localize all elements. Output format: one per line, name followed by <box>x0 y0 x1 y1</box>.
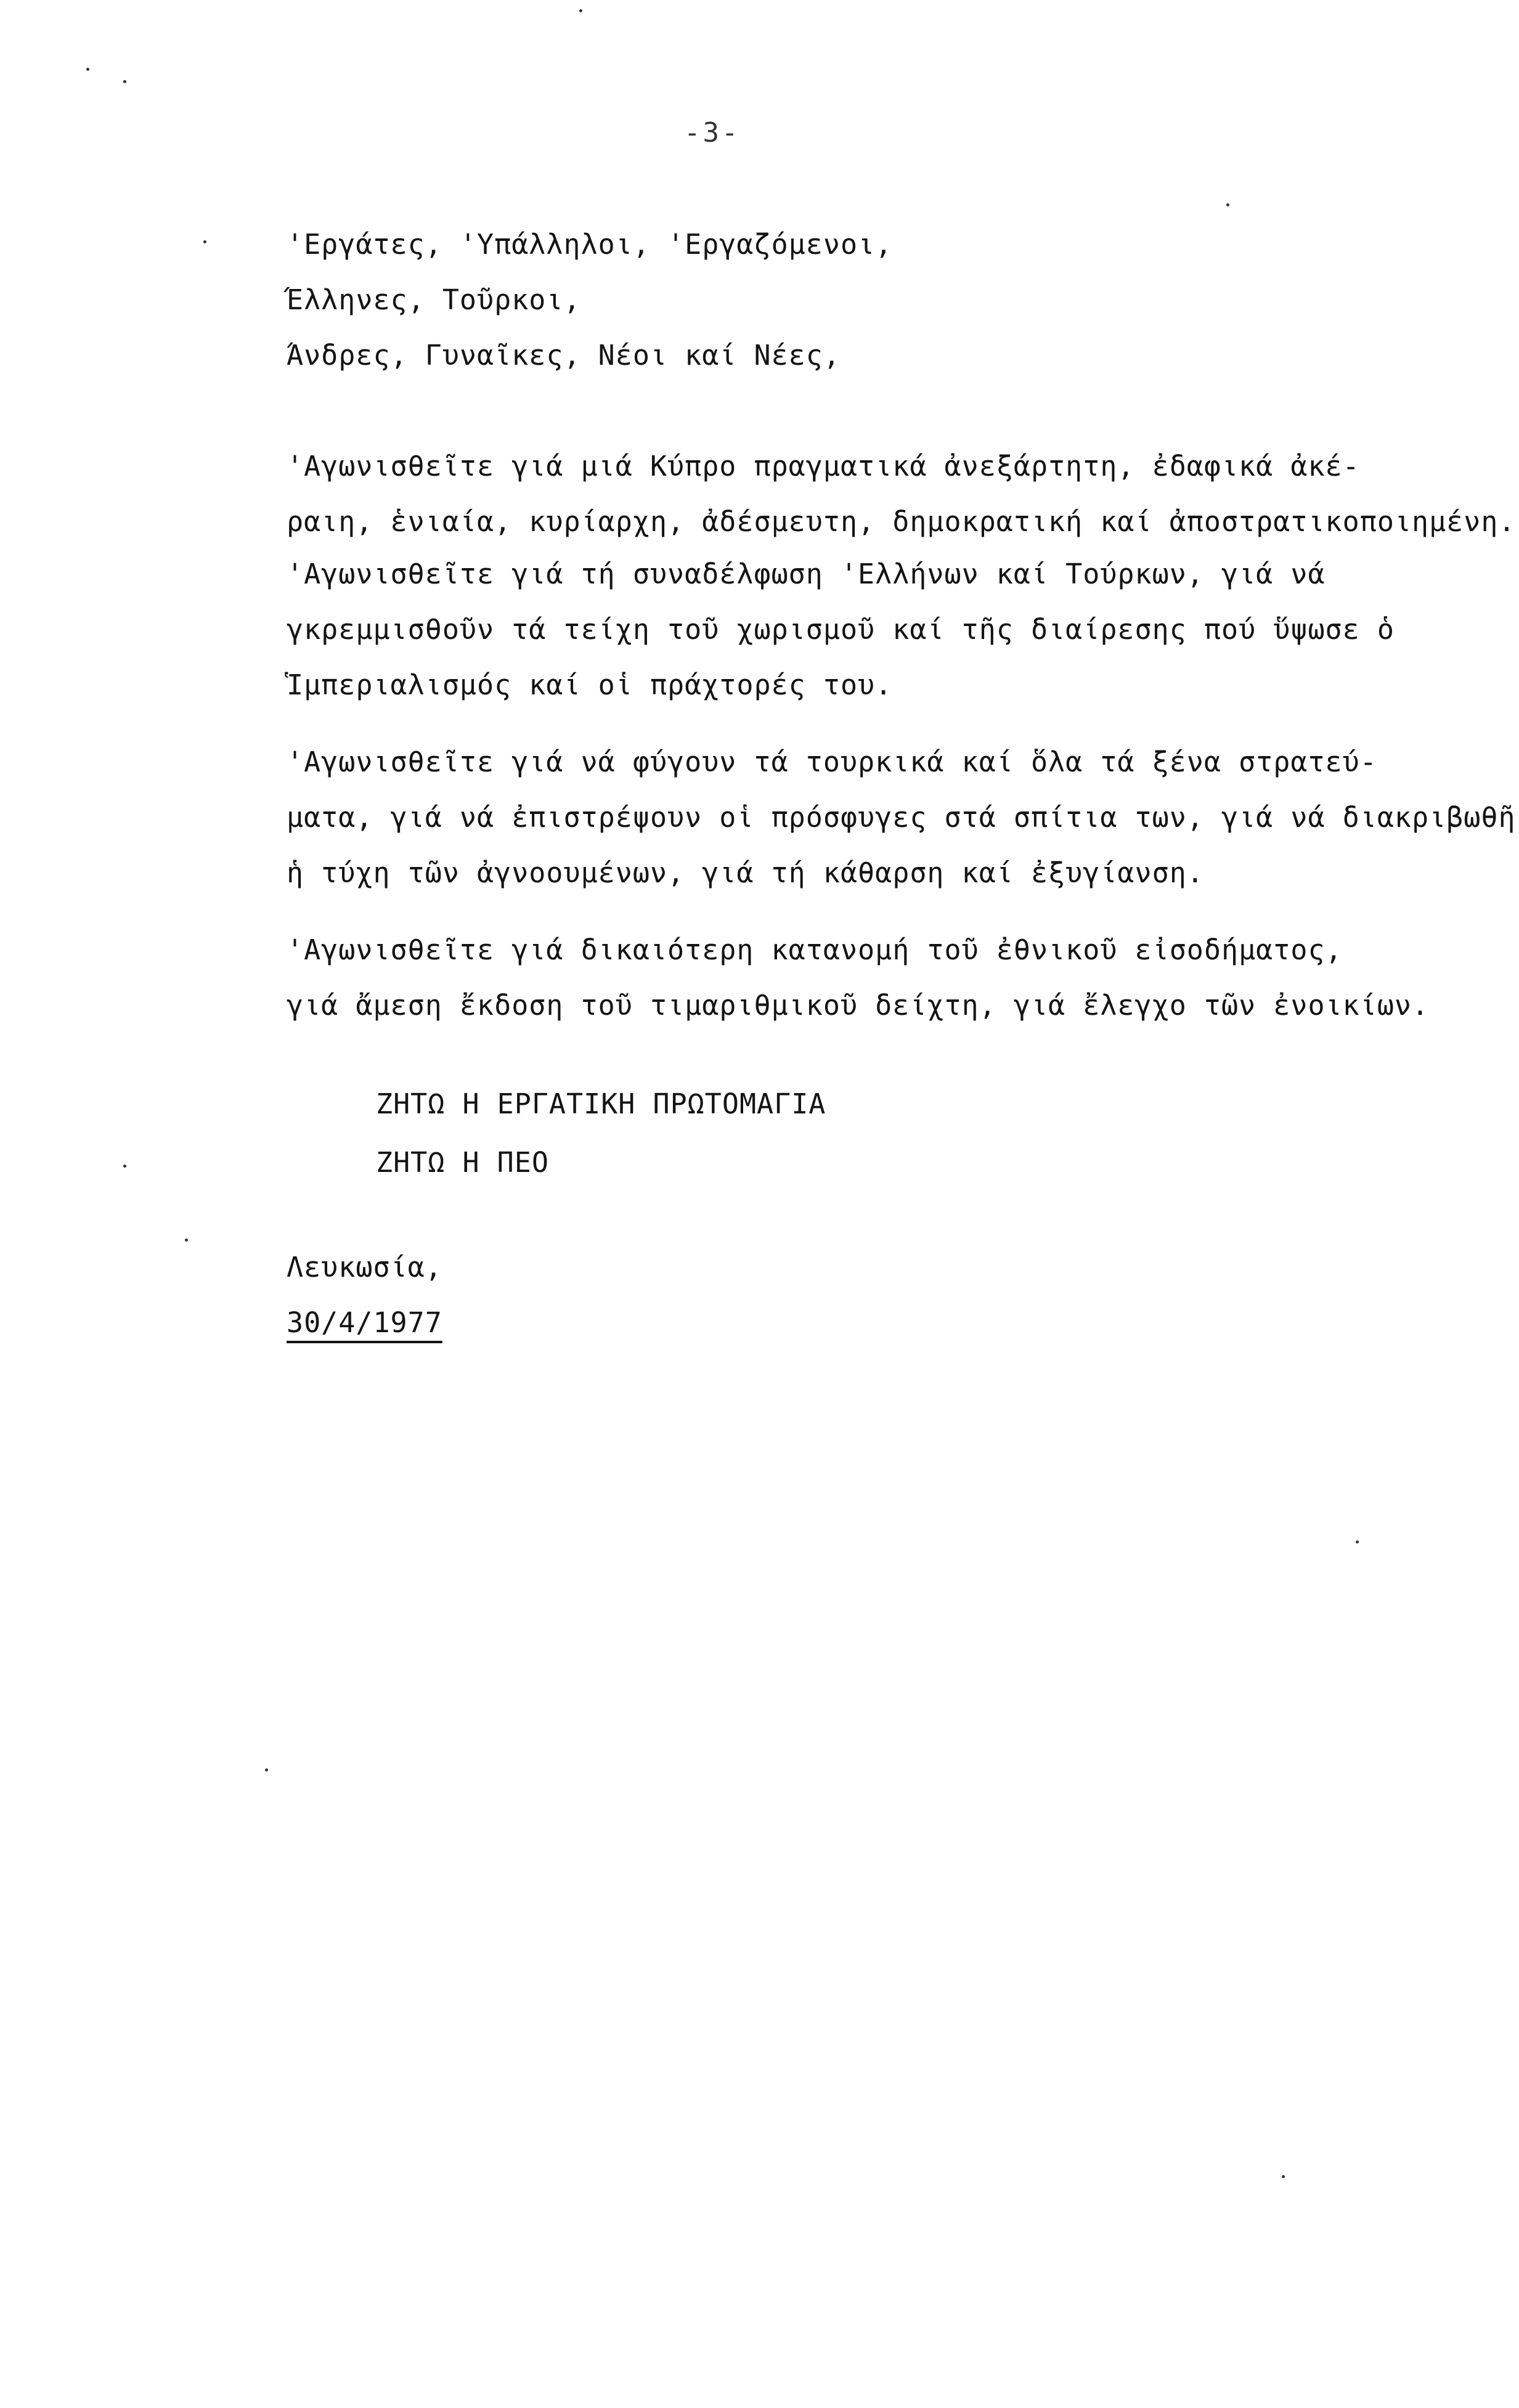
paragraph-1-line: 'Αγωνισθεῖτε γιά μιά Κύπρο πραγματικά ἀνεξάρτητη, ἐδαφικά ἀκέ- <box>287 450 1360 482</box>
paragraph-1-line: Ἱμπεριαλισμός καί οἱ πράχτορές του. <box>287 669 893 701</box>
slogan: ΖΗΤΩ Η ΠΕΟ <box>376 1146 549 1179</box>
scan-speck <box>579 9 582 12</box>
date: 30/4/1977 <box>287 1306 442 1339</box>
paragraph-1-line: γκρεμμισθοῦν τά τείχη τοῦ χωρισμοῦ καί τῆς διαίρεσης πού ὕψωσε ὁ <box>287 613 1395 646</box>
scan-speck <box>203 240 206 243</box>
scan-speck <box>1356 1540 1359 1544</box>
scan-speck <box>123 80 126 83</box>
paragraph-1-line: ραιη, ἑνιαία, κυρίαρχη, ἀδέσμευτη, δημοκρατική καί ἀποστρατικοποιημένη. <box>287 505 1516 538</box>
paragraph-2-line: 'Αγωνισθεῖτε γιά νά φύγουν τά τουρκικά καί ὅλα τά ξένα στρατεύ- <box>287 746 1377 778</box>
scan-speck <box>123 1165 126 1168</box>
scan-speck <box>1282 2175 1285 2178</box>
slogan: ΖΗΤΩ Η ΕΡΓΑΤΙΚΗ ΠΡΩΤΟΜΑΓΙΑ <box>376 1088 826 1120</box>
paragraph-1-line: 'Αγωνισθεῖτε γιά τή συναδέλφωση 'Ελλήνων καί Τούρκων, γιά νά <box>287 558 1326 590</box>
paragraph-3-line: 'Αγωνισθεῖτε γιά δικαιότερη κατανομή τοῦ ἐθνικοῦ εἰσοδήματος, <box>287 934 1343 966</box>
paragraph-2-line: ματα, γιά νά ἐπιστρέψουν οἱ πρόσφυγες στά σπίτια των, γιά νά διακριβωθῆ <box>287 801 1516 834</box>
scan-speck <box>86 68 89 71</box>
page-number: -3- <box>684 117 741 148</box>
scan-speck <box>265 1768 268 1771</box>
address-line: 'Εργάτες, 'Υπάλληλοι, 'Εργαζόμενοι, <box>287 228 893 261</box>
paragraph-3-line: γιά ἄμεση ἔκδοση τοῦ τιμαριθμικοῦ δείχτη, γιά ἔλεγχο τῶν ἐνοικίων. <box>287 989 1430 1022</box>
address-line: Άνδρες, Γυναῖκες, Νέοι καί Νέες, <box>287 339 841 372</box>
address-line: Έλληνες, Τοῦρκοι, <box>287 283 581 316</box>
scan-speck <box>185 1239 188 1242</box>
place: Λευκωσία, <box>287 1251 442 1283</box>
scan-speck <box>1226 203 1229 206</box>
paragraph-2-line: ἡ τύχη τῶν ἀγνοουμένων, γιά τή κάθαρση καί ἐξυγίανση. <box>287 856 1204 889</box>
